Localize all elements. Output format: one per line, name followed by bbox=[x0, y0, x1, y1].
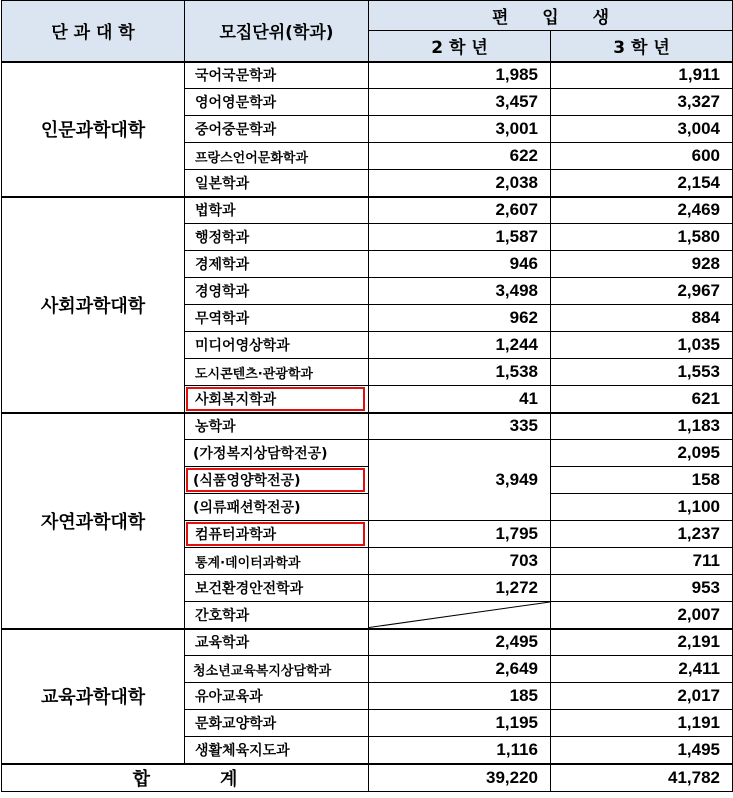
table-row bbox=[2, 629, 733, 656]
year3-value: 1,495 bbox=[551, 737, 733, 764]
year2-value: 41 bbox=[369, 386, 551, 413]
unit-column-header: 모집단위(학과) bbox=[185, 1, 369, 62]
year3-value: 1,183 bbox=[551, 413, 733, 440]
transfer-group-header: 편 입 생 bbox=[369, 1, 733, 31]
year3-value: 2,017 bbox=[551, 683, 733, 710]
dept-cell: 프랑스언어문화학과 bbox=[185, 143, 369, 170]
transfer-student-table bbox=[1, 0, 733, 792]
year2-value: 1,587 bbox=[369, 224, 551, 251]
year3-value: 1,580 bbox=[551, 224, 733, 251]
year3-value: 884 bbox=[551, 305, 733, 332]
year2-value: 335 bbox=[369, 413, 551, 440]
year2-value: 3,001 bbox=[369, 116, 551, 143]
dept-cell: 통계·데이터과학과 bbox=[185, 548, 369, 575]
dept-cell: 중어중문학과 bbox=[185, 116, 369, 143]
total-label: 합 계 bbox=[2, 764, 369, 792]
year2-value: 2,038 bbox=[369, 170, 551, 197]
diagonal-line bbox=[369, 602, 550, 628]
year3-value: 621 bbox=[551, 386, 733, 413]
dept-cell: 일본학과 bbox=[185, 170, 369, 197]
year3-value: 2,411 bbox=[551, 656, 733, 683]
year3-column-header: 3 학 년 bbox=[551, 31, 733, 62]
year2-value: 1,116 bbox=[369, 737, 551, 764]
year2-merged-value: 3,949 bbox=[369, 440, 551, 521]
dept-cell: 영어영문학과 bbox=[185, 89, 369, 116]
year3-value: 1,100 bbox=[551, 494, 733, 521]
dept-cell: 도시콘텐츠·관광학과 bbox=[185, 359, 369, 386]
table-row bbox=[2, 413, 733, 440]
year3-value: 1,911 bbox=[551, 62, 733, 89]
dept-cell: 생활체육지도과 bbox=[185, 737, 369, 764]
dept-cell: 문화교양학과 bbox=[185, 710, 369, 737]
year3-value: 2,967 bbox=[551, 278, 733, 305]
dept-cell: 보건환경안전학과 bbox=[185, 575, 369, 602]
table-row bbox=[2, 62, 733, 89]
college-humanities: 인문과학대학 bbox=[2, 62, 185, 197]
year2-column-header: 2 학 년 bbox=[369, 31, 551, 62]
year3-value: 600 bbox=[551, 143, 733, 170]
dept-cell: 경제학과 bbox=[185, 251, 369, 278]
year2-value: 185 bbox=[369, 683, 551, 710]
year2-value: 2,649 bbox=[369, 656, 551, 683]
year2-value: 1,985 bbox=[369, 62, 551, 89]
dept-cell: 행정학과 bbox=[185, 224, 369, 251]
year2-value: 3,457 bbox=[369, 89, 551, 116]
year3-value: 1,191 bbox=[551, 710, 733, 737]
dept-cell: 무역학과 bbox=[185, 305, 369, 332]
dept-cell: 경영학과 bbox=[185, 278, 369, 305]
empty-diagonal-cell bbox=[369, 602, 551, 629]
dept-cell: 유아교육과 bbox=[185, 683, 369, 710]
year3-value: 1,035 bbox=[551, 332, 733, 359]
year2-value: 622 bbox=[369, 143, 551, 170]
dept-cell: (가정복지상담학전공) bbox=[185, 440, 369, 467]
year3-value: 2,095 bbox=[551, 440, 733, 467]
dept-cell-highlighted: 사회복지학과 bbox=[185, 386, 369, 413]
year3-value: 2,007 bbox=[551, 602, 733, 629]
dept-cell-highlighted: 컴퓨터과학과 bbox=[185, 521, 369, 548]
year2-value: 1,272 bbox=[369, 575, 551, 602]
year2-value: 2,607 bbox=[369, 197, 551, 224]
college-social: 사회과학대학 bbox=[2, 197, 185, 413]
year2-value: 962 bbox=[369, 305, 551, 332]
year3-value: 1,237 bbox=[551, 521, 733, 548]
dept-cell: 간호학과 bbox=[185, 602, 369, 629]
table-row bbox=[2, 197, 733, 224]
college-column-header: 단 과 대 학 bbox=[2, 1, 185, 62]
year3-value: 711 bbox=[551, 548, 733, 575]
year3-value: 928 bbox=[551, 251, 733, 278]
year2-value: 1,244 bbox=[369, 332, 551, 359]
year3-value: 2,154 bbox=[551, 170, 733, 197]
dept-cell: 법학과 bbox=[185, 197, 369, 224]
dept-cell-highlighted: (식품영양학전공) bbox=[185, 467, 369, 494]
year3-value: 953 bbox=[551, 575, 733, 602]
dept-cell: 교육학과 bbox=[185, 629, 369, 656]
year2-value: 703 bbox=[369, 548, 551, 575]
dept-cell: (의류패션학전공) bbox=[185, 494, 369, 521]
year3-value: 3,004 bbox=[551, 116, 733, 143]
total-row bbox=[2, 764, 733, 792]
dept-cell: 국어국문학과 bbox=[185, 62, 369, 89]
year2-value: 3,498 bbox=[369, 278, 551, 305]
year3-value: 2,191 bbox=[551, 629, 733, 656]
dept-cell: 청소년교육복지상담학과 bbox=[185, 656, 369, 683]
year3-value: 1,553 bbox=[551, 359, 733, 386]
total-year3-value: 41,782 bbox=[551, 764, 733, 792]
year3-value: 3,327 bbox=[551, 89, 733, 116]
year2-value: 1,538 bbox=[369, 359, 551, 386]
dept-cell: 농학과 bbox=[185, 413, 369, 440]
college-education: 교육과학대학 bbox=[2, 629, 185, 764]
year2-value: 946 bbox=[369, 251, 551, 278]
year2-value: 1,795 bbox=[369, 521, 551, 548]
dept-cell: 미디어영상학과 bbox=[185, 332, 369, 359]
college-natural: 자연과학대학 bbox=[2, 413, 185, 629]
total-year2-value: 39,220 bbox=[369, 764, 551, 792]
year3-value: 2,469 bbox=[551, 197, 733, 224]
year2-value: 2,495 bbox=[369, 629, 551, 656]
year3-value: 158 bbox=[551, 467, 733, 494]
year2-value: 1,195 bbox=[369, 710, 551, 737]
